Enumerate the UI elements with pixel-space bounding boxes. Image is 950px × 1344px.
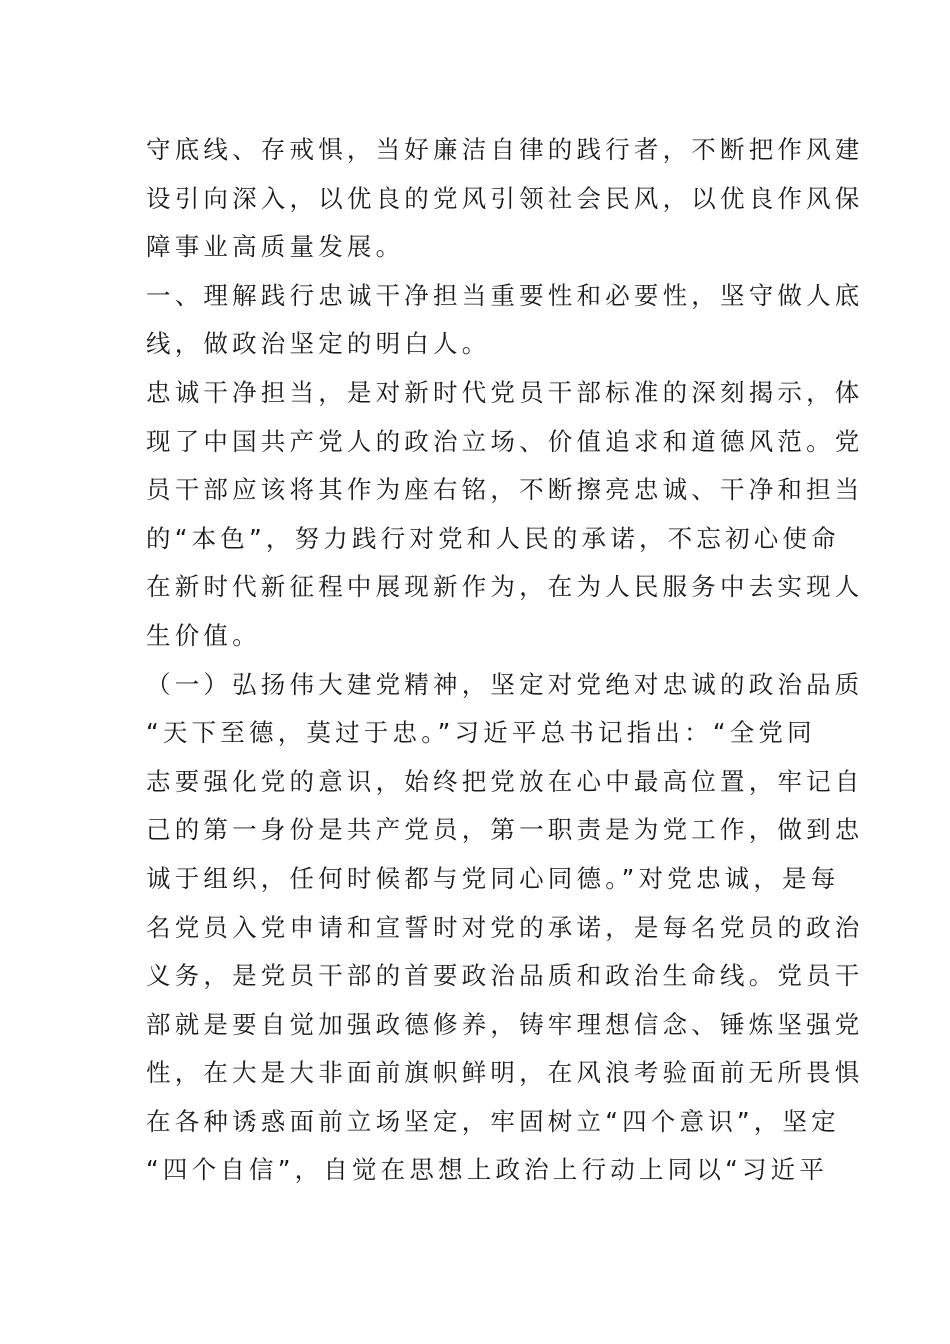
text-line: 性，在大是大非面前旗帜鲜明，在风浪考验面前无所畏惧: [146, 1058, 864, 1088]
text-line: 部就是要自觉加强政德修养，铸牢理想信念、锤炼坚强党: [146, 1009, 864, 1039]
text-line: 己的第一身份是共产党员，第一职责是为党工作，做到忠: [146, 815, 864, 845]
text-line: 在新时代新征程中展现新作为，在为人民服务中去实现人: [146, 572, 864, 602]
text-line: 名党员入党申请和宣誓时对党的承诺，是每名党员的政治: [146, 912, 864, 942]
text-line: 现了中国共产党人的政治立场、价值追求和道德风范。党: [146, 426, 864, 456]
text-line: “四个自信”，自觉在思想上政治上行动上同以“习近平: [146, 1155, 829, 1185]
text-line: 忠诚干净担当，是对新时代党员干部标准的深刻揭示，体: [146, 377, 864, 407]
document-body: [146, 126, 864, 1195]
section-heading: 线，做政治坚定的明白人。: [146, 329, 491, 359]
text-line: 守底线、存戒惧，当好廉洁自律的践行者，不断把作风建: [146, 135, 864, 164]
text-line: 生价值。: [146, 620, 261, 650]
text-line: 障事业高质量发展。: [146, 232, 405, 262]
subsection-heading: （一）弘扬伟大建党精神，坚定对党绝对忠诚的政治品质: [146, 669, 864, 699]
text-line: 的“本色”，努力践行对党和人民的承诺，不忘初心使命: [146, 523, 840, 553]
section-heading: 一、理解践行忠诚干净担当重要性和必要性，坚守做人底: [146, 280, 864, 310]
text-line: 诚于组织，任何时候都与党同心同德。”对党忠诚，是每: [146, 863, 840, 893]
text-line: “天下至德，莫过于忠。”习近平总书记指出：“全党同: [146, 718, 816, 748]
text-line: 志要强化党的意识，始终把党放在心中最高位置，牢记自: [146, 766, 864, 796]
text-line: 义务，是党员干部的首要政治品质和政治生命线。党员干: [146, 961, 864, 991]
text-line: 在各种诱惑面前立场坚定，牢固树立“四个意识”，坚定: [146, 1106, 840, 1136]
text-line: 员干部应该将其作为座右铭，不断擦亮忠诚、干净和担当: [146, 475, 864, 505]
text-line: 设引向深入，以优良的党风引领社会民风，以优良作风保: [146, 183, 864, 213]
